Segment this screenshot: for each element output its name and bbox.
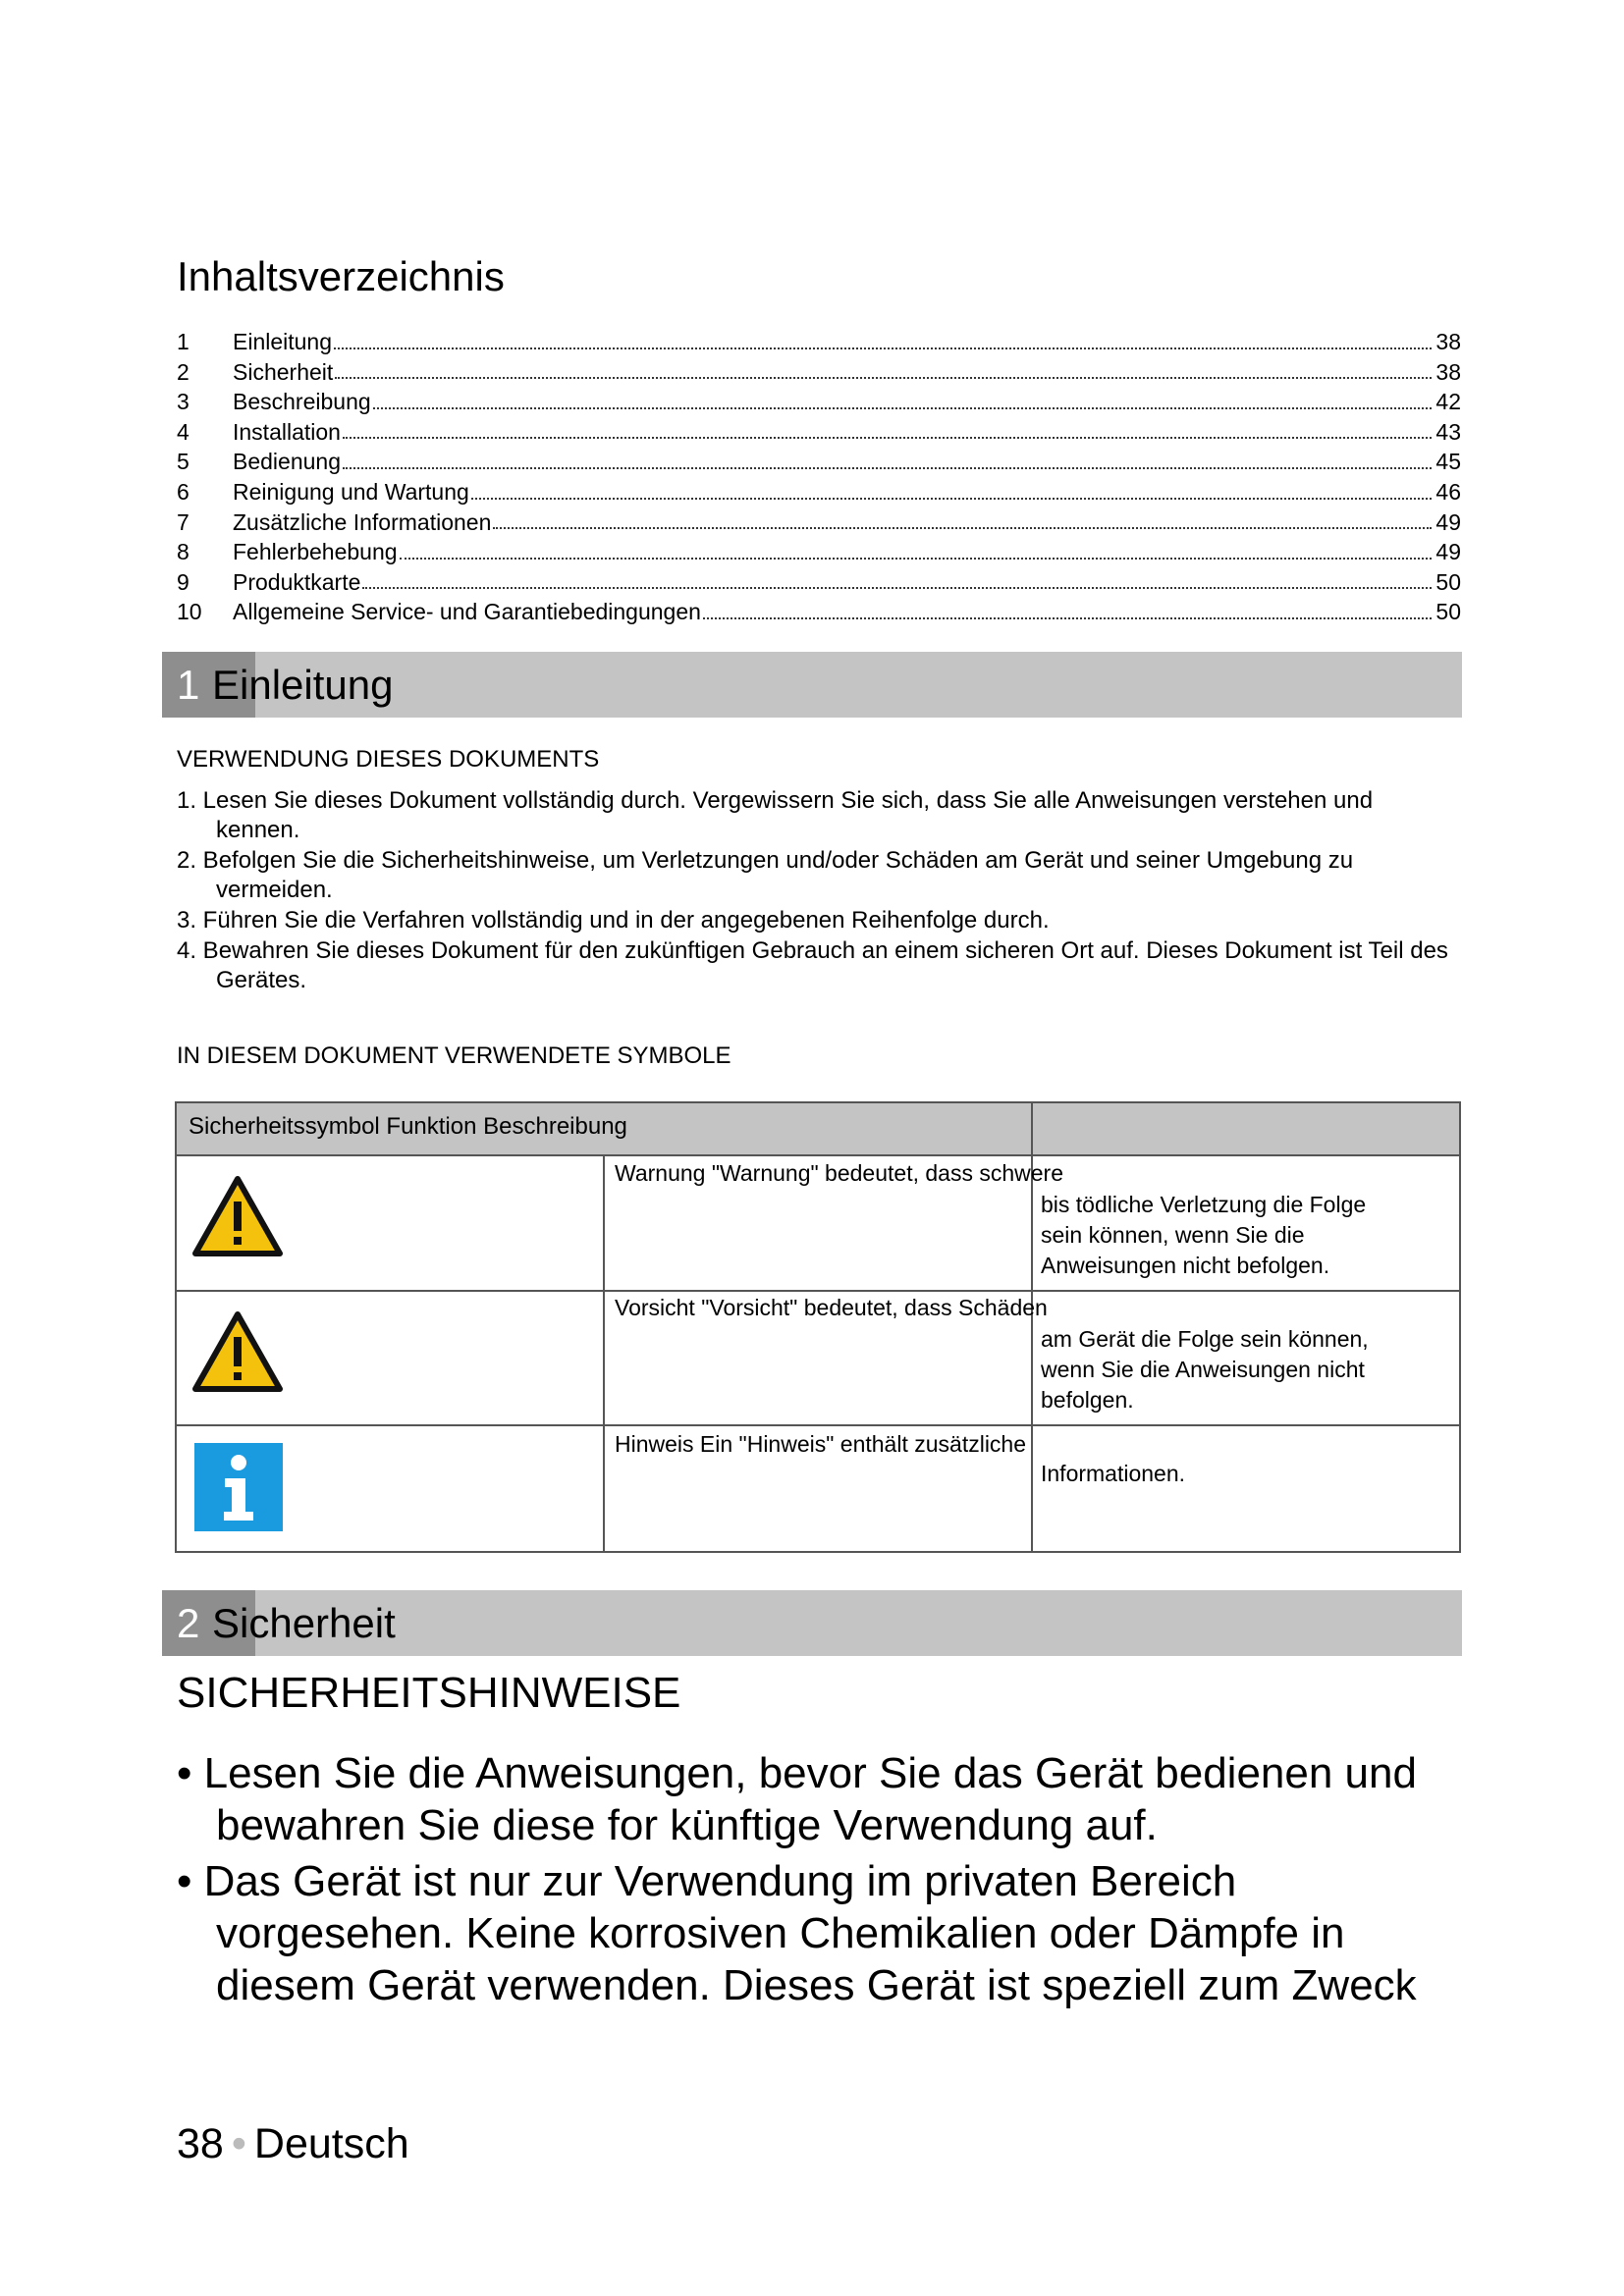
table-divider xyxy=(177,1290,1459,1292)
toc-entry-number: 10 xyxy=(177,599,202,625)
symbol-description-line: befolgen. xyxy=(1041,1387,1134,1413)
footer-language: Deutsch xyxy=(253,2120,409,2167)
page-number: 38 xyxy=(177,2120,224,2167)
bullet-item: • Lesen Sie die Anweisungen, bevor Sie das Gerät bedienen und bewahren Sie diese for künftige Verwendung auf. xyxy=(177,1749,1417,1849)
toc-entry-page: 49 xyxy=(1435,539,1461,565)
toc-entry-title: Einleitung xyxy=(233,329,333,354)
toc-leader-dots xyxy=(362,587,1432,589)
toc-entry[interactable] xyxy=(177,417,1461,448)
toc-entry-title: Beschreibung xyxy=(233,389,371,415)
toc-entry[interactable] xyxy=(177,327,1461,357)
symbol-description-line: am Gerät die Folge sein können, xyxy=(1041,1326,1369,1352)
toc-leader-dots xyxy=(334,347,1432,349)
usage-heading: VERWENDUNG DIESES DOKUMENTS xyxy=(177,746,600,773)
toc-entry-number: 6 xyxy=(177,478,189,505)
toc-entry-number: 1 xyxy=(177,329,189,354)
list-item: 2. Befolgen Sie die Sicherheitshinweise, um Verletzungen und/oder Schäden am Gerät und seiner Umgebung zu vermeiden. xyxy=(177,847,1354,903)
list-item: 1. Lesen Sie dieses Dokument vollständig durch. Vergewissern Sie sich, dass Sie alle Anweisungen verstehen und kennen. xyxy=(177,787,1374,843)
toc-entry-page: 42 xyxy=(1435,389,1461,415)
toc-entry[interactable] xyxy=(177,387,1461,417)
toc-leader-dots xyxy=(343,437,1432,439)
safety-heading: SICHERHEITSHINWEISE xyxy=(177,1669,681,1717)
toc-entry-title: Produktkarte xyxy=(233,568,361,595)
table-header xyxy=(177,1103,1459,1156)
table-header-label: Sicherheitssymbol Funktion Beschreibung xyxy=(189,1113,627,1140)
toc-entry-title: Installation xyxy=(233,418,341,445)
toc-leader-dots xyxy=(373,407,1432,409)
toc-entry[interactable] xyxy=(177,507,1461,538)
toc-leader-dots xyxy=(400,558,1432,560)
section-number: 2 xyxy=(177,1600,200,1646)
toc-entry-number: 5 xyxy=(177,449,189,475)
toc-entry-number: 2 xyxy=(177,358,189,385)
toc-leader-dots xyxy=(335,377,1432,379)
toc-entry[interactable] xyxy=(177,357,1461,388)
toc-entry-number: 9 xyxy=(177,568,189,595)
toc-leader-dots xyxy=(703,617,1432,619)
symbol-description-line: sein können, wenn Sie die xyxy=(1041,1222,1305,1248)
toc-entry-page: 43 xyxy=(1435,418,1461,445)
section-title: Einleitung xyxy=(212,662,394,708)
section-header-2 xyxy=(162,1590,1462,1656)
symbol-description-line: Anweisungen nicht befolgen. xyxy=(1041,1253,1330,1278)
toc-entry-page: 46 xyxy=(1435,478,1461,505)
section-number: 1 xyxy=(177,662,200,708)
toc-entry[interactable] xyxy=(177,477,1461,507)
bullet-item: • Das Gerät ist nur zur Verwendung im privaten Bereich vorgesehen. Keine korrosiven Chemikalien oder Dämpfe in diesem Gerät verwenden. Dieses Gerät ist speziell zum Zweck xyxy=(177,1857,1417,2009)
symbol-description-line: wenn Sie die Anweisungen nicht xyxy=(1041,1357,1365,1382)
toc-entry-page: 45 xyxy=(1435,449,1461,475)
symbols-heading: IN DIESEM DOKUMENT VERWENDETE SYMBOLE xyxy=(177,1042,731,1069)
caution-triangle-icon xyxy=(192,1311,283,1392)
symbol-function-text: Warnung "Warnung" bedeutet, dass schwere xyxy=(615,1160,1063,1186)
table-of-contents xyxy=(177,327,1461,627)
toc-leader-dots xyxy=(493,527,1432,529)
toc-entry-page: 38 xyxy=(1435,329,1461,354)
symbol-function-text: Hinweis Ein "Hinweis" enthält zusätzliche xyxy=(615,1431,1027,1457)
toc-entry[interactable] xyxy=(177,447,1461,477)
toc-entry-number: 4 xyxy=(177,418,189,445)
toc-entry[interactable] xyxy=(177,537,1461,567)
toc-entry-page: 50 xyxy=(1435,599,1461,625)
section-title: Sicherheit xyxy=(212,1600,396,1646)
symbol-description-line: bis tödliche Verletzung die Folge xyxy=(1041,1192,1367,1217)
toc-entry-page: 38 xyxy=(1435,358,1461,385)
toc-title: Inhaltsverzeichnis xyxy=(177,253,505,299)
symbols-table xyxy=(175,1101,1461,1553)
toc-entry[interactable] xyxy=(177,597,1461,627)
symbol-function-text: Vorsicht "Vorsicht" bedeutet, dass Schäden xyxy=(615,1295,1048,1320)
table-divider xyxy=(603,1154,605,1551)
symbol-description-line: Informationen. xyxy=(1041,1461,1186,1486)
toc-entry-page: 50 xyxy=(1435,568,1461,595)
toc-entry-number: 8 xyxy=(177,539,189,565)
toc-entry-title: Zusätzliche Informationen xyxy=(233,508,492,535)
toc-entry[interactable] xyxy=(177,567,1461,598)
toc-entry-title: Fehlerbehebung xyxy=(233,539,398,565)
list-item: 3. Führen Sie die Verfahren vollständig und in der angegebenen Reihenfolge durch. xyxy=(177,907,1050,934)
list-item: 4. Bewahren Sie dieses Dokument für den zukünftigen Gebrauch an einem sicheren Ort auf. Dieses Dokument ist Teil des Gerätes. xyxy=(177,937,1448,993)
toc-entry-title: Bedienung xyxy=(233,449,341,475)
toc-entry-title: Reinigung und Wartung xyxy=(233,478,469,505)
section-header-1 xyxy=(162,652,1462,718)
table-divider xyxy=(177,1424,1459,1426)
safety-bullets xyxy=(177,1747,1463,2015)
toc-entry-number: 3 xyxy=(177,389,189,415)
toc-entry-number: 7 xyxy=(177,508,189,535)
footer-separator: • xyxy=(231,2120,246,2167)
toc-entry-title: Sicherheit xyxy=(233,358,334,385)
usage-list xyxy=(177,786,1463,996)
toc-leader-dots xyxy=(471,498,1432,500)
page-footer xyxy=(177,2120,409,2168)
info-icon xyxy=(194,1443,283,1531)
toc-entry-title: Allgemeine Service- und Garantiebedingungen xyxy=(233,599,701,625)
toc-entry-page: 49 xyxy=(1435,508,1461,535)
toc-leader-dots xyxy=(343,467,1432,469)
warning-triangle-icon xyxy=(192,1176,283,1256)
